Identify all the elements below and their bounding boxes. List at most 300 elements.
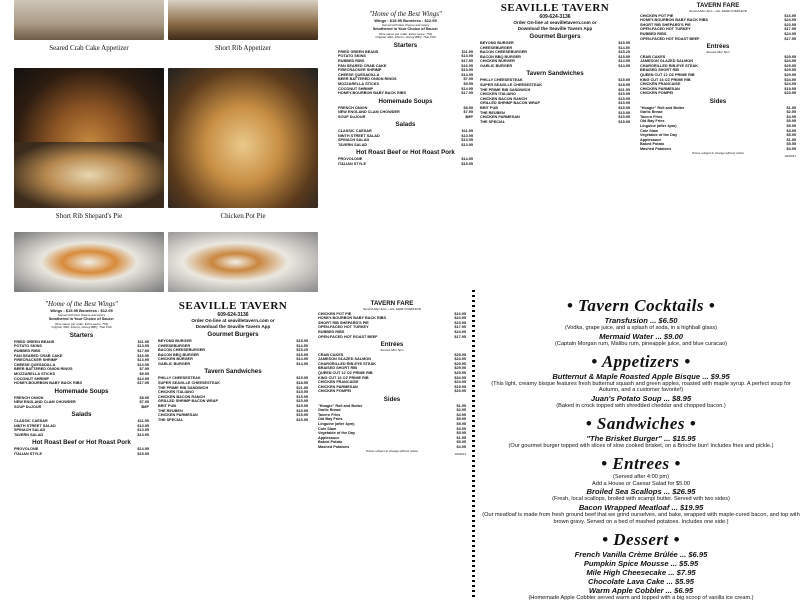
soup-item-name: SOUP DuJOUR — [14, 404, 42, 409]
side-item-price: $5.95 — [786, 119, 796, 124]
fare-item-name: RUBBED RIBS — [318, 329, 345, 334]
fare-item — [640, 37, 796, 42]
side-item-name: Garlic Bread — [318, 408, 341, 413]
entree-item — [640, 91, 796, 96]
sandwich-item-price: $15.95 — [618, 92, 630, 97]
side-item-price: $5.95 — [786, 142, 796, 147]
cocktail-1-desc: (Vodka, grape juice, and a splash of soda, in a highball glass) — [564, 325, 718, 331]
starter-item-price: $11.95 — [461, 49, 473, 54]
salad-item-price: $11.95 — [137, 419, 149, 424]
starters-list-lower — [14, 340, 149, 386]
entrees-heading-lower: Entrées — [380, 340, 404, 348]
sandwich-item-price: $15.95 — [618, 96, 630, 101]
appetizer-1-desc: (This light, creamy bisque features fresh butternut squash and green apples, roasted with maple syrup. A perfect soup for Autumn, and a customer favorite!) — [491, 380, 791, 394]
starter-item-name: POTATO SKINS — [338, 54, 366, 59]
starter-item-price: $13.95 — [137, 344, 149, 349]
entree-item-name: CHICKEN FRANCAISE — [640, 82, 681, 87]
salad-item-price: $13.95 — [137, 423, 149, 428]
starter-item-price: $14.95 — [137, 362, 149, 367]
entree-item-name: KING CUT 16 OZ PRIME RIB — [640, 77, 691, 82]
starter-item-price: $17.95 — [137, 348, 149, 353]
wings-title: "Home of the Best Wings" — [369, 10, 442, 18]
fare-item-name: HONEY-BOURBON BABY BACK RIBS — [318, 316, 387, 321]
starter-item-name: HONEY-BOURBON BABY BACK RIBS — [338, 91, 407, 96]
side-item-price: $3.95 — [456, 426, 466, 431]
wings-prices-lower: Wings : $15.95 Boneless : $12.95 — [50, 308, 113, 313]
wings-sauces-lower: Original, Mild, Inferno, Honey BBQ, Thai Chili — [51, 325, 112, 330]
burger-item-name: GARLIC BURGER — [480, 63, 513, 68]
burger-item-name: CHEESEBURGER — [480, 45, 513, 50]
burger-item-name: BACON BBQ BURGER — [158, 352, 199, 357]
starter-item-name: COCONUT SHRIMP — [14, 376, 50, 381]
salad-item — [338, 143, 473, 148]
upper-fare-column — [640, 2, 796, 292]
sandwich-item-price: $15.95 — [618, 110, 630, 115]
sandwich-item-name: PHILLY CHEESESTEAK — [158, 376, 201, 381]
starter-item — [338, 91, 473, 96]
tavern-phone-upper: 609-624-3136 — [539, 14, 571, 20]
starter-item-name: BEER BATTERED ONION RINGS — [338, 77, 397, 82]
entree-item-name: CHARGRILLED RIB-EYE STEAK — [318, 361, 377, 366]
sandwich-item-price: $21.95 — [296, 385, 308, 390]
wings-choice: Smothered in Your Choice of Sauce: — [372, 27, 439, 32]
salad-item-price: $13.95 — [461, 142, 473, 147]
burger-item-name: BEYOND BURGER — [480, 40, 514, 45]
special-entree-2-desc: (Our meatloaf is made from fresh ground beef that we grind ourselves, and bake, wrapped with maple-cured bacon, and top with brown gravy. Served on a bed of mashed potatoes. Includes one side.) — [482, 512, 800, 525]
cocktail-2-name: Mermaid Water ... $9.00 — [599, 331, 683, 341]
sandwich-item-name: CHICKEN BACON RANCH — [158, 394, 206, 399]
fare-item-price: $23.95 — [454, 320, 466, 325]
burger-item-name: BACON BBQ BURGER — [480, 54, 521, 59]
burgers-list-lower — [158, 339, 308, 367]
entree-item-price: $29.95 — [454, 352, 466, 357]
entree-item-name: CHICKEN POMPEI — [318, 389, 352, 394]
prices-note-upper: Prices subject to change without notice — [692, 150, 744, 155]
soup-item-name: FRENCH ONION — [338, 105, 368, 110]
entree-item-name: JAMESON GLAZED SALMON — [318, 357, 371, 362]
crab-cake-photo — [14, 0, 164, 40]
burger-item-price: $14.50 — [618, 45, 630, 50]
sandwich-item-name: SUPER SEAVILLE CHEESESTEAK — [480, 82, 542, 87]
starter-item-name: COCONUT SHRIMP — [338, 86, 374, 91]
fare-item-price: $23.95 — [784, 22, 796, 27]
side-item-price: $4.95 — [786, 147, 796, 152]
entree-item-price: $24.95 — [784, 82, 796, 87]
wings-choice-lower: Smothered in Your Choice of Sauce: — [48, 317, 115, 322]
starter-item-price: $16.95 — [137, 353, 149, 358]
soups-heading: Homemade Soups — [378, 97, 433, 105]
entrees-list-upper — [640, 55, 796, 96]
wings-choice-note: (One sauce per order. Extra sauce .75¢) — [378, 31, 433, 36]
side-item-price: $5.95 — [786, 124, 796, 129]
photo-caption-short-rib: Short Rib Appetizer — [215, 44, 271, 52]
roast-item-price: $14.95 — [137, 447, 149, 452]
sandwich-item-name: BRIT PUB — [158, 403, 176, 408]
sides-heading-upper: Sides — [709, 97, 727, 105]
soup-item-name: FRENCH ONION — [14, 395, 44, 400]
tavern-title-lower: SEAVILLE TAVERN — [178, 300, 288, 312]
tavern-fare-list-upper — [640, 14, 796, 42]
starter-item-name: RUBBED RIBS — [14, 348, 41, 353]
order-online-lower: Order On-line at seavilletavern.com or — [191, 318, 275, 323]
burgers-heading-upper: Gourmet Burgers — [529, 32, 581, 40]
starter-item-name: RUBBED RIBS — [338, 58, 365, 63]
side-item-name: Mashed Potatoes — [318, 445, 350, 450]
burger-item — [158, 362, 308, 367]
starter-item-name: FIRECRACKER SHRIMP — [338, 68, 382, 73]
dotted-divider — [472, 290, 475, 600]
entree-item-name: CHICKEN PARMESAN — [640, 86, 680, 91]
photo-caption-shepards-pie: Short Rib Shepard's Pie — [55, 212, 123, 220]
special-sandwich-1-desc: (Our gourmet burger topped with slices of slow cooked brisket, on a Brioche bun! Includes fries and pickle.) — [508, 442, 774, 449]
entree-item-name: CRAB CAKES — [318, 352, 344, 357]
sides-heading-lower: Sides — [383, 395, 401, 403]
sandwich-item-price: $15.95 — [296, 376, 308, 381]
special-entree-1-name: Broiled Sea Scallops ... $26.95 — [586, 487, 696, 497]
fare-item-name: OPEN-FACED HOT TURKEY — [640, 27, 691, 32]
entree-item-price: $29.95 — [454, 370, 466, 375]
tavern-phone-lower: 609-624-3136 — [217, 312, 249, 318]
tavern-fare-heading-upper: TAVERN FARE — [696, 2, 740, 9]
sandwich-item-name: THE REUBEN — [480, 110, 505, 115]
soup-item — [338, 115, 473, 120]
starters-heading-lower: Starters — [69, 331, 94, 339]
starter-item-name: BEER BATTERED ONION RINGS — [14, 367, 73, 372]
fare-item-name: SHORT RIB SHEPARD'S PIE — [318, 320, 369, 325]
side-item-name: "Hoagie" Roll and Butter — [640, 105, 685, 110]
dessert-heading: • Dessert • — [602, 529, 680, 549]
side-item-name: Garlic Bread — [640, 110, 663, 115]
side-item-price: $5.95 — [786, 133, 796, 138]
sandwich-item-name: THE SPECIAL — [158, 417, 184, 422]
soup-item — [14, 405, 149, 410]
fare-item-price: $24.95 — [784, 18, 796, 23]
salad-item-name: TAVERN SALAD — [14, 432, 44, 437]
side-item-name: Linguine (after 4pm) — [640, 124, 677, 129]
sandwich-item-price: $18.95 — [618, 82, 630, 87]
upper-burgers-column — [480, 2, 630, 292]
entree-item-name: CHICKEN POMPEI — [640, 91, 674, 96]
starter-item-price: $16.95 — [461, 63, 473, 68]
starter-item-price: $14.95 — [137, 376, 149, 381]
entrees-heading-upper: Entrées — [706, 42, 730, 50]
side-item-name: Baked Potato — [318, 440, 343, 445]
sandwiches-list-lower — [158, 376, 308, 422]
soup-item-price: $7.95 — [139, 400, 149, 405]
short-rib-photo — [168, 0, 318, 40]
dessert-2: Pumpkin Spice Mousse ... $5.95 — [583, 558, 699, 568]
salad-item-name: CLASSIC CAESAR — [14, 419, 48, 424]
starter-item-price: $11.95 — [137, 339, 149, 344]
sandwich-item-price: $15.95 — [296, 408, 308, 413]
entree-item-price: $23.95 — [454, 389, 466, 394]
sandwich-item-name: PHILLY CHEESESTEAK — [480, 78, 523, 83]
sandwich-item-price: $15.95 — [296, 399, 308, 404]
side-item-name: Cole Slaw — [640, 128, 658, 133]
tavern-fare-subtitle-upper: Served After 4pm – ALL FARE COMPLETE — [689, 9, 747, 13]
entree-item — [318, 389, 466, 394]
soup-item-price: $8.95 — [463, 105, 473, 110]
sandwich-item-price: $15.95 — [618, 101, 630, 106]
side-item-name: Cole Slaw — [318, 426, 336, 431]
tavern-fare-subtitle-lower: Served After 4pm – ALL FARE COMPLETE — [363, 307, 421, 311]
fare-item — [318, 335, 466, 340]
sandwich-item-name: THE REUBEN — [158, 408, 183, 413]
sandwich-item-price: $15.95 — [618, 119, 630, 124]
appetizer-plate-photo-2 — [168, 232, 318, 292]
wings-served-with: Served with blue cheese and celery — [381, 22, 430, 27]
fare-item-price: $24.95 — [784, 31, 796, 36]
roast-pork-heading: Hot Roast Beef or Hot Roast Pork — [356, 149, 455, 157]
dessert-3: Mile High Cheesecake ... $7.95 — [586, 567, 696, 577]
sandwich-item — [158, 418, 308, 423]
sandwich-item-name: GRILLED SHRIMP BACON WRAP — [158, 399, 219, 404]
salad-item-price: $13.95 — [461, 138, 473, 143]
salads-heading: Salads — [395, 121, 416, 129]
sandwich-item-price: $15.95 — [296, 403, 308, 408]
roast-item — [338, 162, 473, 167]
starter-item-price: $14.95 — [461, 86, 473, 91]
sandwich-item-price: $15.95 — [618, 115, 630, 120]
sandwich-item-name: CHICKEN ITALIANO — [158, 390, 194, 395]
entree-item-name: QUEEN CUT 12 OZ PRIME RIB — [640, 72, 695, 77]
entrees-subtitle-lower: Served After 5pm — [380, 347, 404, 352]
side-item-price: $4.95 — [456, 412, 466, 417]
fare-item-price: $16.95 — [784, 13, 796, 18]
starter-item-name: CHEESE QUESADILLA — [14, 362, 56, 367]
sandwich-item-price: $15.95 — [296, 390, 308, 395]
upper-starters-column — [338, 10, 473, 292]
entree-item-price: $19.95 — [784, 86, 796, 91]
side-item-price: $5.95 — [456, 440, 466, 445]
salad-item-price: $11.95 — [461, 129, 473, 134]
starter-item-name: POTATO SKINS — [14, 344, 42, 349]
burger-item — [480, 64, 630, 69]
fare-item-price: $17.95 — [454, 325, 466, 330]
entree-item-price: $34.95 — [454, 375, 466, 380]
roast-pork-heading-lower: Hot Roast Beef or Hot Roast Pork — [32, 439, 131, 447]
sides-list-lower — [318, 404, 466, 450]
tavern-fare-list-lower — [318, 312, 466, 340]
wings-choice-note-lower: (One sauce per order. Extra sauce .75¢) — [54, 321, 109, 326]
entree-item-price: $29.95 — [784, 63, 796, 68]
entree-item-name: KING CUT 16 OZ PRIME RIB — [318, 375, 369, 380]
entree-item-price: $29.95 — [784, 54, 796, 59]
soup-item-name: NEW ENGLAND CLAM CHOWDER — [14, 400, 76, 405]
burger-item-price: $15.95 — [618, 40, 630, 45]
sandwich-item-name: THE PRIME RIB SANDWICH — [158, 385, 209, 390]
side-item-price: $2.95 — [456, 408, 466, 413]
fare-item-name: RUBBED RIBS — [640, 31, 667, 36]
starter-item-price: $9.95 — [463, 81, 473, 86]
wings-title-lower: "Home of the Best Wings" — [45, 300, 118, 308]
entree-item-name: CHICKEN PARMESAN — [318, 384, 358, 389]
sandwich-item-name: GRILLED SHRIMP BACON WRAP — [480, 101, 541, 106]
entrees-list-lower — [318, 353, 466, 394]
sandwich-item-price: $15.95 — [618, 105, 630, 110]
entrees-special-note-2: Add a House or Caesar Salad for $5.00 — [592, 480, 690, 487]
sandwich-item-name: CHICKEN PARMESAN — [158, 413, 198, 418]
sandwich-item-price: $15.95 — [618, 78, 630, 83]
salads-heading-lower: Salads — [71, 411, 92, 419]
burger-item-name: CHEESEBURGER — [158, 343, 191, 348]
sides-list-upper — [640, 106, 796, 152]
soup-item-price: $MP — [465, 114, 473, 119]
specials-page — [482, 292, 800, 600]
starter-item — [14, 381, 149, 386]
burger-item-price: $14.95 — [296, 361, 308, 366]
starter-item-price: $13.95 — [461, 54, 473, 59]
sandwich-item-name: BRIT PUB — [480, 105, 498, 110]
roast-item-price: $14.95 — [461, 157, 473, 162]
roast-item — [14, 452, 149, 457]
burger-item-name: GARLIC BURGER — [158, 361, 191, 366]
entree-item-name: JAMESON GLAZED SALMON — [640, 59, 693, 64]
soup-item-price: $MP — [141, 404, 149, 409]
wings-sauces: Original, Mild, Inferno, Honey BBQ, Thai Chili — [375, 35, 436, 40]
appetizer-1-name: Butternut & Maple Roasted Apple Bisque ... $9.95 — [552, 371, 730, 381]
cocktails-heading: • Tavern Cocktails • — [566, 296, 716, 315]
entrees-subtitle-upper: Served After 5pm — [706, 49, 730, 54]
starter-item-name: HONEY-BOURBON BABY BACK RIBS — [14, 381, 83, 386]
fare-item-price: $17.95 — [784, 36, 796, 41]
salads-list — [338, 129, 473, 147]
appetizer-2-name: Juan's Potato Soup ... $8.95 — [590, 394, 692, 404]
dessert-5-desc: (Homemade Apple Cobbler served warm and topped with a big scoop of vanilla ice cream.) — [528, 594, 754, 600]
side-item-name: Mashed Potatoes — [640, 147, 672, 152]
appetizer-2-desc: (Baked in crock topped with shredded cheddar and chopped bacon.) — [556, 403, 726, 410]
side-item-price: $1.95 — [786, 137, 796, 142]
burger-item-price: $14.95 — [618, 59, 630, 64]
lower-fare-column — [318, 300, 466, 600]
starter-item-price: $7.95 — [463, 77, 473, 82]
fare-item-name: HONEY-BOURBON BABY BACK RIBS — [640, 18, 709, 23]
dessert-4: Chocolate Lava Cake ... $5.95 — [588, 576, 694, 586]
salad-item-price: $13.95 — [137, 428, 149, 433]
cocktail-1-name: Transfusion ... $6.50 — [604, 316, 678, 325]
side-item-name: Vegetable of the Day — [318, 431, 356, 436]
entree-item-price: $29.95 — [454, 366, 466, 371]
side-item-price: $5.95 — [456, 422, 466, 427]
roast-item-name: ITALIAN STYLE — [14, 451, 42, 456]
burger-item-name: CHICKEN BURGER — [158, 357, 193, 362]
entree-item-name: BRAISED SHORT RIB — [318, 366, 358, 371]
roast-item-name: PROVOLONE — [14, 447, 39, 452]
special-sandwich-1-name: "The Brisket Burger" ... $15.95 — [586, 433, 696, 443]
salad-item-name: NINTH STREET SALAD — [338, 133, 380, 138]
side-item-name: Vegetable of the Day — [640, 133, 678, 138]
appetizer-plate-photo — [14, 232, 164, 292]
menu-date-lower: 10/26/21 — [454, 452, 466, 457]
entree-item-name: BRAISED SHORT RIB — [640, 68, 680, 73]
entree-item-price: $29.95 — [454, 361, 466, 366]
side-item-price: $2.95 — [786, 110, 796, 115]
roast-pork-list-lower — [14, 447, 149, 456]
download-app-upper: Download the Seaville Tavern App — [517, 25, 593, 31]
sandwiches-list-upper — [480, 78, 630, 124]
fare-item-price: $17.95 — [454, 334, 466, 339]
photo-caption-pot-pie: Chicken Pot Pie — [220, 212, 266, 220]
sandwich-item-name: CHICKEN ITALIANO — [480, 92, 516, 97]
burger-item-price: $14.95 — [618, 63, 630, 68]
roast-item-price: $15.95 — [461, 161, 473, 166]
fare-item-name: OPEN-FACED HOT ROAST BEEF — [318, 334, 378, 339]
burger-item-price: $14.50 — [296, 343, 308, 348]
burger-item-price: $15.25 — [618, 50, 630, 55]
entree-item-price: $24.95 — [454, 380, 466, 385]
lower-starters-column — [14, 300, 149, 600]
burgers-heading-lower: Gourmet Burgers — [207, 330, 259, 338]
side-item-price: $1.95 — [786, 105, 796, 110]
salad-item-name: SPINACH SALAD — [14, 428, 46, 433]
soups-heading-lower: Homemade Soups — [54, 387, 109, 395]
starter-item-price: $14.95 — [461, 72, 473, 77]
side-item-name: Tavern Fries — [640, 114, 663, 119]
entree-item-name: CHARGRILLED RIB-EYE STEAK — [640, 63, 699, 68]
roast-item-price: $15.95 — [137, 451, 149, 456]
soup-item-price: $8.95 — [139, 395, 149, 400]
starter-item-price: $7.95 — [139, 367, 149, 372]
sandwich-item-name: THE PRIME RIB SANDWICH — [480, 87, 531, 92]
soup-item-name: NEW ENGLAND CLAM CHOWDER — [338, 110, 400, 115]
burger-item-price: $15.95 — [618, 54, 630, 59]
sandwiches-heading-lower: Tavern Sandwiches — [204, 368, 262, 376]
burger-item-name: BEYOND BURGER — [158, 338, 192, 343]
entrees-special-note: (Served after 4:00 pm) — [613, 473, 669, 480]
tavern-title-upper: SEAVILLE TAVERN — [500, 2, 610, 14]
starter-item-name: MOZZARELLA STICKS — [14, 371, 55, 376]
fare-item-name: OPEN-FACED HOT ROAST BEEF — [640, 36, 700, 41]
side-item-name: Old Bay Fries — [318, 417, 343, 422]
order-online-upper: Order On-line at seavilletavern.com or — [513, 20, 597, 25]
burger-item-name: CHICKEN BURGER — [480, 59, 515, 64]
appetizers-heading: • Appetizers • — [591, 351, 691, 371]
burger-item-price: $15.95 — [296, 352, 308, 357]
fare-item-price: $24.95 — [454, 316, 466, 321]
entree-item-price: $29.95 — [784, 72, 796, 77]
sandwich-item — [480, 120, 630, 125]
sandwich-item-price: $15.95 — [296, 413, 308, 418]
salad-item-price: $13.95 — [461, 133, 473, 138]
fare-item-price: $16.95 — [454, 311, 466, 316]
entree-item-name: CRAB CAKES — [640, 54, 666, 59]
starter-item-price: $13.95 — [137, 358, 149, 363]
fare-item-price: $17.95 — [784, 27, 796, 32]
side-item-price: $1.95 — [456, 403, 466, 408]
entree-item-price: $24.95 — [784, 59, 796, 64]
burger-item-name: BACON CHEESEBURGER — [158, 348, 206, 353]
fare-item-name: OPEN-FACED HOT TURKEY — [318, 325, 369, 330]
sandwich-item-price: $21.95 — [618, 87, 630, 92]
entree-item-name: CHICKEN FRANCAISE — [318, 380, 359, 385]
entree-item-price: $29.95 — [784, 68, 796, 73]
salad-item-name: NINTH STREET SALAD — [14, 423, 56, 428]
fare-item-name: CHICKEN POT PIE — [640, 13, 674, 18]
special-entree-1-desc: (Fresh, local scallops, broiled with scampi butter. Served with two sides) — [552, 496, 730, 503]
fare-item-price: $24.95 — [454, 329, 466, 334]
sandwiches-special-heading: • Sandwiches • — [585, 413, 697, 433]
fare-item-name: CHICKEN POT PIE — [318, 311, 352, 316]
sandwich-item-name: CHICKEN PARMESAN — [480, 115, 520, 120]
prices-note-lower: Prices subject to change without notice — [366, 448, 418, 453]
side-item-price: $3.95 — [786, 128, 796, 133]
starter-item-name: MOZZARELLA STICKS — [338, 81, 379, 86]
starter-item-price: $9.95 — [139, 371, 149, 376]
starter-item-price: $17.95 — [461, 91, 473, 96]
salad-item — [14, 433, 149, 438]
entree-item-price: $24.95 — [454, 357, 466, 362]
side-item-name: "Hoagie" Roll and Butter — [318, 403, 363, 408]
